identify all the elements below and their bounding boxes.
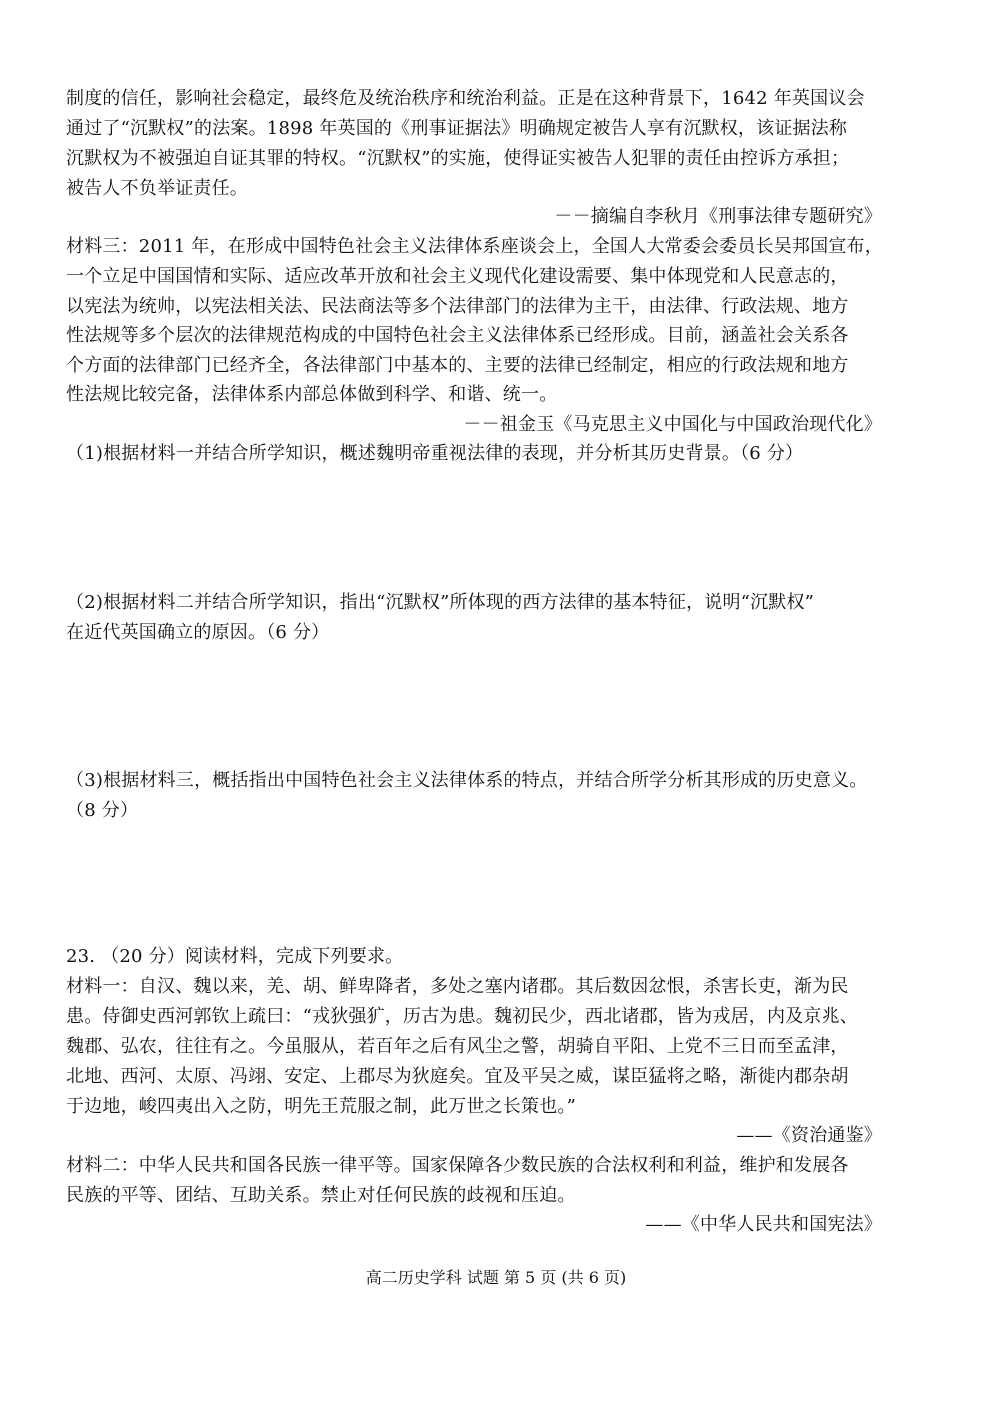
- q23-material2-line: 材料二：中华人民共和国各民族一律平等。国家保障各少数民族的合法权利和利益，维护和发展各: [66, 1155, 849, 1176]
- question-23-title: 23. （20 分）阅读材料，完成下列要求。: [66, 946, 404, 967]
- material3-line: 以宪法为统帅，以宪法相关法、民法商法等多个法律部门的法律为主干，由法律、行政法规、地方: [66, 296, 849, 317]
- material2-source: －－摘编自李秋月《刑事法律专题研究》: [554, 206, 882, 227]
- page-footer: 高二历史学科 试题 第 5 页 (共 6 页): [365, 1268, 627, 1287]
- material3-line: 个方面的法律部门已经齐全，各法律部门中基本的、主要的法律已经制定，相应的行政法规和地方: [66, 355, 849, 376]
- material3-line: 性法规比较完备，法律体系内部总体做到科学、和谐、统一。: [66, 384, 558, 405]
- question-2-line: （2)根据材料二并结合所学知识，指出“沉默权”所体现的西方法律的基本特征，说明“沉默权”: [66, 592, 815, 613]
- question-3-line: （8 分）: [66, 800, 139, 821]
- question-3-line: （3)根据材料三，概括指出中国特色社会主义法律体系的特点，并结合所学分析其形成的历史意义。: [66, 770, 868, 791]
- material3-source: －－祖金玉《马克思主义中国化与中国政治现代化》: [463, 414, 882, 435]
- q23-material1-source: ——《资治通鉴》: [736, 1125, 882, 1146]
- q23-material1-line: 材料一：自汉、魏以来，羌、胡、鲜卑降者，多处之塞内诸郡。其后数因忿恨，杀害长吏，渐为民: [66, 976, 849, 997]
- material2-line: 通过了“沉默权”的法案。1898 年英国的《刑事证据法》明确规定被告人享有沉默权，该证据法称: [66, 118, 848, 139]
- q23-material2-source: ——《中华人民共和国宪法》: [645, 1214, 882, 1235]
- material2-line: 被告人不负举证责任。: [66, 178, 248, 199]
- q23-material1-line: 于边地，峻四夷出入之防，明先王荒服之制，此万世之长策也。”: [66, 1096, 576, 1117]
- material3-line: 材料三：2011 年，在形成中国特色社会主义法律体系座谈会上，全国人大常委会委员长吴邦国宣布，: [66, 236, 883, 257]
- q23-material1-line: 魏郡、弘农，往往有之。今虽服从，若百年之后有风尘之警，胡骑自平阳、上党不三日而至孟津，: [66, 1036, 849, 1057]
- q23-material1-line: 北地、西河、太原、冯翊、安定、上郡尽为狄庭矣。宜及平吴之威，谋臣猛将之略，渐徙内郡杂胡: [66, 1066, 849, 1087]
- q23-material1-line: 患。侍御史西河郭钦上疏曰：“戎狄强犷，历古为患。魏初民少，西北诸郡，皆为戎居，内及京兆、: [66, 1006, 858, 1027]
- q23-material2-line: 民族的平等、团结、互助关系。禁止对任何民族的歧视和压迫。: [66, 1185, 576, 1206]
- material3-line: 性法规等多个层次的法律规范构成的中国特色社会主义法律体系已经形成。目前，涵盖社会关系各: [66, 325, 849, 346]
- material2-line: 沉默权为不被强迫自证其罪的特权。“沉默权”的实施，使得证实被告人犯罪的责任由控诉方承担；: [66, 148, 850, 169]
- question-1: （1)根据材料一并结合所学知识，概述魏明帝重视法律的表现，并分析其历史背景。（6 分）: [66, 443, 804, 464]
- material3-line: 一个立足中国国情和实际、适应改革开放和社会主义现代化建设需要、集中体现党和人民意志的，: [66, 266, 849, 287]
- question-2-line: 在近代英国确立的原因。（6 分）: [66, 622, 330, 643]
- material2-line: 制度的信任，影响社会稳定，最终危及统治秩序和统治利益。正是在这种背景下，1642 年英国议会: [66, 88, 865, 109]
